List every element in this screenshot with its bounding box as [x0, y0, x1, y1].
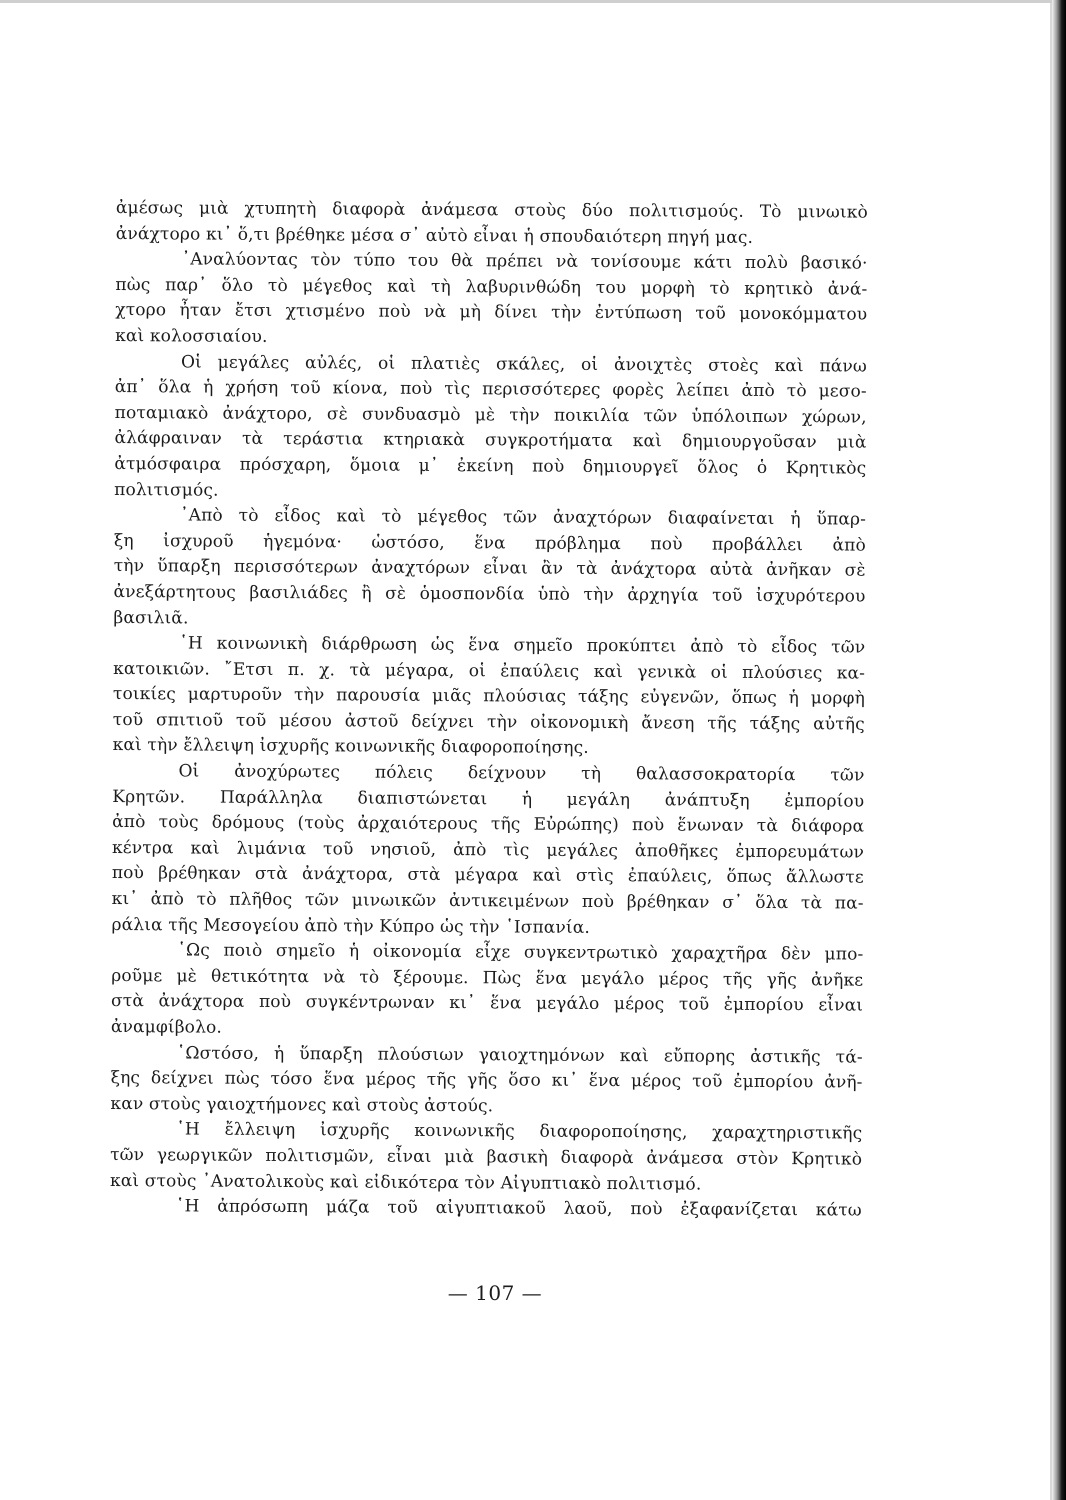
body-text [110, 196, 868, 1224]
page-number: — 107 — [447, 1281, 543, 1305]
paragraph-1 [116, 196, 868, 252]
text-line: στὰ ἀνάχτορα ποὺ συγκέντρωναν κι᾽ ἕνα μεγάλο μέρος τοῦ ἐμπορίου εἶναι [111, 991, 864, 1016]
text-line: ᾽Αναλύοντας τὸν τύπο του θὰ πρέπει νὰ τονίσουμε κάτι πολὺ βασικό· [181, 249, 868, 274]
text-line: ᾽Απὸ τὸ εἶδος καὶ τὸ μέγεθος τῶν ἀναχτόρων διαφαίνεται ἡ ὕπαρ- [179, 505, 867, 530]
text-line: κατοικιῶν. ῎Ετσι π. χ. τὰ μέγαρα, οἱ ἐπαύλεις καὶ γενικὰ οἱ πλούσιες κα- [113, 658, 866, 684]
text-line: ροῦμε μὲ θετικότητα νὰ τὸ ξέρουμε. Πὼς ἕνα μεγάλο μέρος τῆς γῆς ἀνῆκε [111, 965, 864, 991]
paragraph-7 [111, 938, 864, 1045]
text-line: κι᾽ ἀπὸ τὸ πλῆθος τῶν μινωικῶν ἀντικειμένων ποὺ βρέθηκαν σ᾽ ὅλα τὰ πα- [111, 889, 864, 914]
text-line: ἀπὸ τοὺς δρόμους (τοὺς ἀρχαιότερους τῆς Εὐρώπης) ποὺ ἕνωναν τὰ διάφορα [112, 812, 865, 837]
paragraph-9 [110, 1117, 862, 1198]
text-line: κέντρα καὶ λιμάνια τοῦ νησιοῦ, ἀπὸ τὶς μεγάλες ἀποθῆκες ἐμπορευμάτων [111, 837, 865, 863]
text-line: χτορο ἦταν ἔτσι χτισμένο ποὺ νὰ μὴ δίνει τὴν ἐντύπωση τοῦ μονοκόμματου [115, 300, 868, 325]
text-line: καν στοὺς γαιοχτήμονες καὶ στοὺς ἀστούς. [110, 1093, 494, 1117]
paragraph-10 [110, 1194, 862, 1224]
text-line: Κρητῶν. Παράλληλα διαπιστώνεται ἡ μεγάλη ἀνάπτυξη ἐμπορίου [112, 786, 865, 812]
text-line: ῾Η ἀπρόσωπη μάζα τοῦ αἰγυπτιακοῦ λαοῦ, ποὺ ἐξαφανίζεται κάτω [175, 1196, 862, 1221]
text-line: ποταμιακὸ ἀνάχτορο, σὲ συνδυασμὸ μὲ τὴν ποικιλία τῶν ὑπόλοιπων χώρων, [114, 402, 867, 428]
text-line: καὶ κολοσσιαίου. [115, 325, 268, 347]
text-line: ἀλάφραιναν τὰ τεράστια κτηριακὰ συγκροτήματα καὶ δημιουργοῦσαν μιὰ [114, 428, 867, 453]
paragraph-5 [113, 631, 866, 764]
text-line: ποὺ βρέθηκαν στὰ ἀνάχτορα, στὰ μέγαρα καὶ στὶς ἐπαύλεις, ὅπως ἄλλωστε [111, 863, 864, 889]
text-line: ξης δείχνει πὼς τόσο ἕνα μέρος τῆς γῆς ὅσο κι᾽ ἕνα μέρος τοῦ ἐμπορίου ἀνῆ- [110, 1068, 863, 1093]
text-line: ἀμέσως μιὰ χτυπητὴ διαφορὰ ἀνάμεσα στοὺς δύο πολιτισμούς. Τὸ μινωικὸ [115, 197, 868, 223]
text-line: πολιτισμός. [114, 479, 219, 501]
text-line: ῾Η κοινωνικὴ διάρθρωση ὡς ἕνα σημεῖο προκύπτει ἀπὸ τὸ εἶδος τῶν [179, 633, 866, 658]
text-line: ῾Ωστόσο, ἡ ὕπαρξη πλούσιων γαιοχτημόνων καὶ εὔπορης ἀστικῆς τά- [176, 1042, 863, 1068]
text-line: ἀναμφίβολο. [110, 1016, 223, 1038]
text-line: ἀνάχτορο κι᾽ ὅ,τι βρέθηκε μέσα σ᾽ αὐτὸ εἶναι ἡ σπουδαιότερη πηγή μας. [115, 223, 754, 248]
text-line: Οἱ μεγάλες αὐλές, οἱ πλατιὲς σκάλες, οἱ ἀνοιχτὲς στοὲς καὶ πάνω [180, 351, 868, 377]
text-line: τὴν ὕπαρξη περισσότερων ἀναχτόρων εἶναι ἂν τὰ ἀνάχτορα αὐτὰ ἀνῆκαν σὲ [113, 556, 866, 581]
page-top-edge [0, 0, 1052, 3]
text-line: ῾Ως ποιὸ σημεῖο ἡ οἰκονομία εἶχε συγκεντρωτικὸ χαραχτῆρα δὲν μπο- [177, 940, 864, 965]
scan-edge-shadow [1052, 0, 1066, 1500]
text-line: βασιλιᾶ. [113, 607, 189, 628]
text-line: ξη ἰσχυροῦ ἡγεμόνα· ὡστόσο, ἕνα πρόβλημα ποὺ προβάλλει ἀπὸ [113, 530, 866, 556]
text-line: πὼς παρ᾽ ὅλο τὸ μέγεθος καὶ τὴ λαβυρινθώδη του μορφὴ τὸ κρητικὸ ἀνά- [115, 274, 868, 300]
paragraph-3 [114, 350, 867, 508]
text-line: τοικίες μαρτυροῦν τὴν παρουσία μιᾶς πλούσιας τάξης εὐγενῶν, ὅπως ἡ μορφὴ [112, 684, 866, 709]
paragraph-6 [111, 759, 864, 943]
text-line: καὶ στοὺς ᾽Ανατολικοὺς καὶ εἰδικότερα τὸν Αἰγυπτιακὸ πολιτισμό. [109, 1170, 702, 1195]
text-line: τοῦ σπιτιοῦ τοῦ μέσου ἀστοῦ δείχνει τὴν οἰκονομικὴ ἄνεση τῆς τάξης αὐτῆς [112, 709, 865, 735]
paragraph-4 [113, 503, 866, 636]
text-line: ἀτμόσφαιρα πρόσχαρη, ὅμοια μ᾽ ἐκείνη ποὺ δημιουργεῖ ὅλος ὁ Κρητικὸς [114, 453, 867, 479]
text-line: τῶν γεωργικῶν πολιτισμῶν, εἶναι μιὰ βασικὴ διαφορὰ ἀνάμεσα στὸν Κρητικὸ [110, 1144, 863, 1170]
text-line: ῾Η ἔλλειψη ἰσχυρῆς κοινωνικῆς διαφοροποίησης, χαραχτηριστικῆς [176, 1119, 863, 1144]
paragraph-2 [115, 247, 868, 354]
text-line: καὶ τὴν ἔλλειψη ἰσχυρῆς κοινωνικῆς διαφοροποίησης. [112, 735, 589, 759]
text-line: ράλια τῆς Μεσογείου ἀπὸ τὴν Κύπρο ὡς τὴν ῾Ισπανία. [111, 914, 591, 938]
text-line: ἀπ᾽ ὅλα ἡ χρήση τοῦ κίονα, ποὺ τὶς περισσότερες φορὲς λείπει ἀπὸ τὸ μεσο- [114, 377, 867, 402]
text-line: Οἱ ἀνοχύρωτες πόλεις δείχνουν τὴ θαλασσοκρατορία τῶν [178, 761, 865, 786]
paragraph-8 [110, 1041, 862, 1122]
text-line: ἀνεξάρτητους βασιλιάδες ἢ σὲ ὁμοσπονδία ὑπὸ τὴν ἀρχηγία τοῦ ἰσχυρότερου [113, 581, 866, 607]
